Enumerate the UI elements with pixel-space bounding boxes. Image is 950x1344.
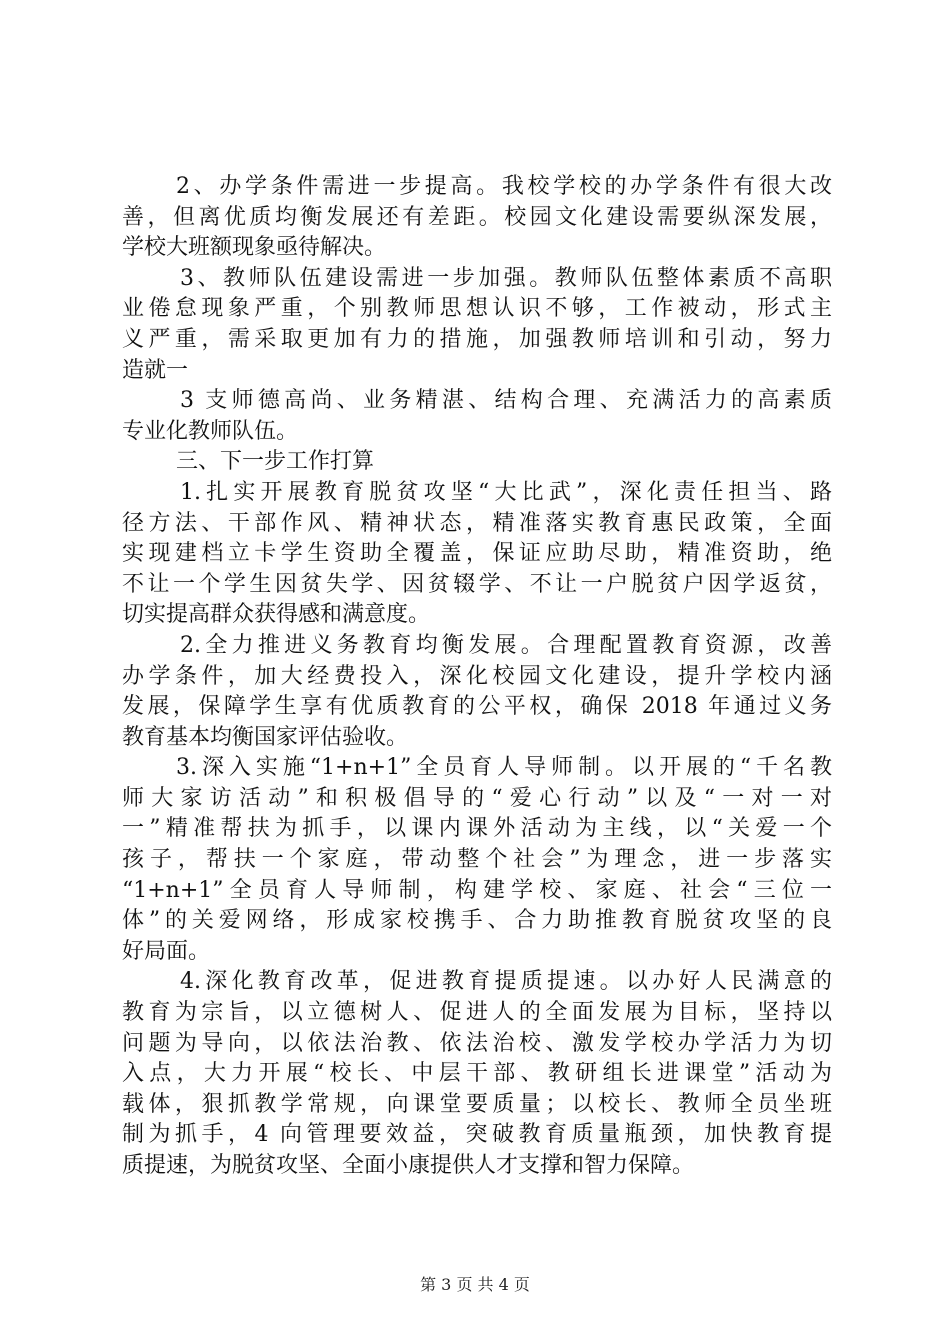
text-line: 入点，大力开展“校长、中层干部、教研组长进课堂”活动为 [122,1061,832,1087]
text-line: 3 支师德高尚、业务精湛、结构合理、充满活力的高素质 [180,388,832,414]
text-line: 教育为宗旨，以立德树人、促进人的全面发展为目标，坚持以 [122,1000,832,1026]
text-line: 善，但离优质均衡发展还有差距。校园文化建设需要纵深发展， [122,204,832,230]
text-line: 不让一个学生因贫失学、因贫辍学、不让一户脱贫户因学返贫， [122,571,832,597]
text-line: 载体，狠抓教学常规，向课堂要质量；以校长、教师全员坐班 [122,1091,832,1117]
text-line: 义严重，需采取更加有力的措施，加强教师培训和引动，努力 [122,326,832,352]
text-line: 3、教师队伍建设需进一步加强。教师队伍整体素质不高职 [180,265,832,291]
text-line: 实现建档立卡学生资助全覆盖，保证应助尽助，精准资助，绝 [122,541,832,567]
text-line: “1+n+1”全员育人导师制，构建学校、家庭、社会“三位一 [122,877,832,903]
text-line: 三、下一步工作打算 [176,449,375,475]
text-line: 一”精准帮扶为抓手，以课内课外活动为主线，以“关爱一个 [122,816,832,842]
text-line: 办学条件，加大经费投入，深化校园文化建设，提升学校内涵 [122,663,832,689]
text-line: 造就一 [122,357,189,383]
text-line: 2、办学条件需进一步提高。我校学校的办学条件有很大改 [176,174,832,199]
document-body [122,172,832,1182]
text-line: 制为抓手，4 向管理要效益，突破教育质量瓶颈，加快教育提 [122,1122,832,1148]
text-line: 孩子，帮扶一个家庭，带动整个社会”为理念，进一步落实 [122,847,832,873]
text-line: 3.深入实施“1+n+1”全员育人导师制。以开展的“千名教 [176,755,832,781]
text-line: 教育基本均衡国家评估验收。 [122,724,409,750]
text-line: 径方法、干部作风、精神状态，精准落实教育惠民政策，全面 [122,510,832,536]
text-line: 专业化教师队伍。 [122,418,299,444]
text-line: 学校大班额现象亟待解决。 [122,235,387,261]
text-line: 师大家访活动”和积极倡导的“爱心行动”以及“一对一对 [122,785,832,811]
text-line: 切实提高群众获得感和满意度。 [122,602,431,628]
text-line: 质提速，为脱贫攻坚、全面小康提供人才支撑和智力保障。 [122,1153,695,1178]
page-footer: 第 3 页 共 4 页 [420,1275,530,1294]
text-line: 问题为导向，以依法治教、依法治校、激发学校办学活力为切 [122,1030,832,1056]
text-line: 发展，保障学生享有优质教育的公平权，确保 2018 年通过义务 [122,694,832,720]
text-line: 2.全力推进义务教育均衡发展。合理配置教育资源，改善 [180,632,832,658]
text-line: 业倦怠现象严重，个别教师思想认识不够，工作被动，形式主 [122,296,832,322]
text-line: 4.深化教育改革，促进教育提质提速。以办好人民满意的 [180,969,832,995]
text-line: 体”的关爱网络，形成家校携手、合力助推教育脱贫攻坚的良 [122,908,832,934]
text-line: 1.扎实开展教育脱贫攻坚“大比武”，深化责任担当、路 [180,479,832,505]
text-line: 好局面。 [122,938,211,964]
